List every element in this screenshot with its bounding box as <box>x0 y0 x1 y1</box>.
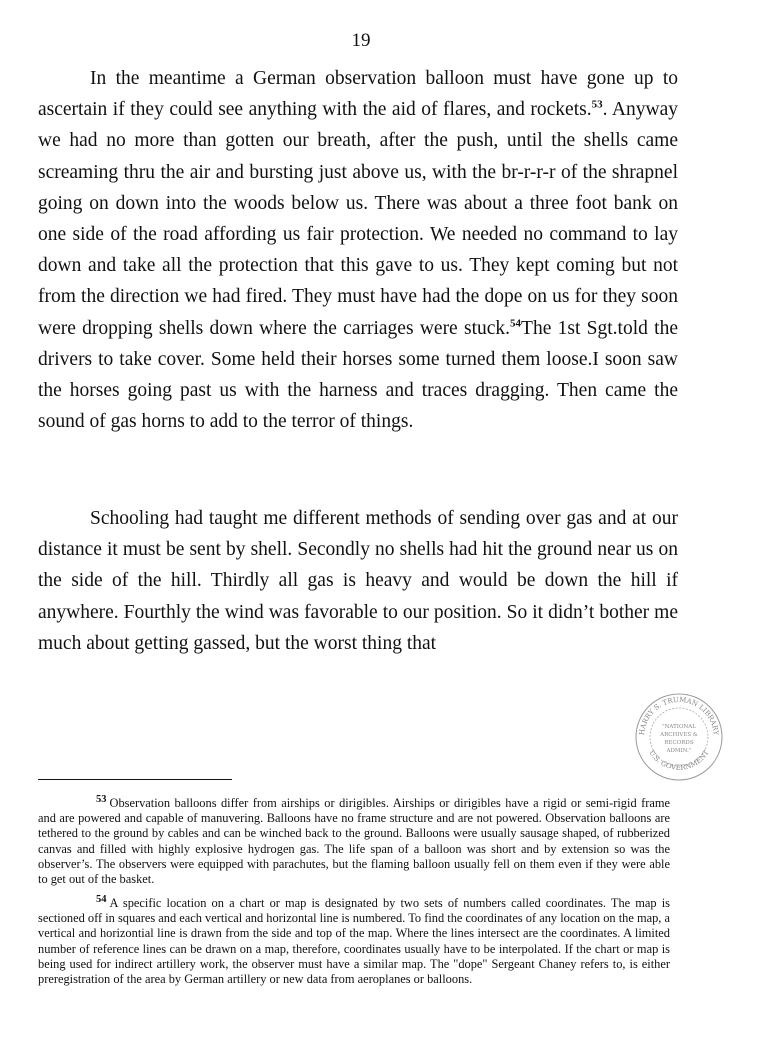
library-seal-icon <box>632 690 726 784</box>
svg-text:HARRY S. TRUMAN LIBRARY: HARRY S. TRUMAN LIBRARY <box>637 695 721 736</box>
footnote-text: A specific location on a chart or map is designated by two sets of numbers called coordinates. The map is sectioned off in squares and each vertical and horizontal line is numbered. To find the coordinates of any location on the map, a vertical and horizontial line is drawn from the side and top of the map. Where the lines intersect are the coordinates. A limited number of reference lines can be drawn on a map, therefore, coordinates usually have to be interpolated. If the chart or map is being used for indirect artillery work, the observer must have a similar map. The "dope" Sergeant Chaney refers to, is either preregistration of the area by German artillery or new data from aeroplanes or balloons. <box>38 896 670 987</box>
page-number: 19 <box>351 30 371 51</box>
footnote-mark: 53 <box>96 794 107 805</box>
paragraph-1-part-c: The 1st Sgt.told the drivers to take cover. Some held their horses some turned them loose.I soon saw the horses going past us with the harness and traces dragging. Then came the sound of gas horns to add to the terror of things. <box>38 317 678 433</box>
paragraph-1 <box>38 63 678 437</box>
footnote-54 <box>38 892 670 987</box>
svg-text:U.S. GOVERNMENT: U.S. GOVERNMENT <box>647 748 711 772</box>
footnote-text: Observation balloons differ from airships or dirigibles. Airships or dirigibles have a rigid or semi-rigid frame and are powered and capable of manuvering. Balloons have no frame structure and are not powered. Observation balloons are tethered to the ground by cables and can be winched back to the ground. Balloons were usually sausage shaped, of rubberized canvas and filled with highly explosive hydrogen gas. The life span of a balloon was short and by extension so was the observer’s. The observers were equipped with parachutes, but the flaming balloon usually fell on them even if they were able to get out of the basket. <box>38 796 670 887</box>
paragraph-1-part-b: . Anyway we had no more than gotten our breath, after the push, until the shells came screaming thru the air and bursting just above us, with the br-r-r-r of the shrapnel going on down into the woods below us. There was about a three foot bank on one side of the road affording us fair protection. We needed no command to lay down and take all the protection that this gave to us. They kept coming but not from the direction we had fired. They must have had the dope on us for they soon were dropping shells down where the carriages were stuck. <box>38 99 679 339</box>
paragraph-2-text: Schooling had taught me different methods of sending over gas and at our distance it must be sent by shell. Secondly no shells had hit the ground near us on the side of the hill. Thirdly all gas is heavy and would be down the hill if anywhere. Fourthly the wind was favorable to our position. So it didn’t bother me much about getting gassed, but the worst thing that <box>38 508 678 654</box>
footnote-divider <box>38 779 232 780</box>
paragraph-1-part-a: In the meantime a German observation balloon must have gone up to ascertain if they could see anything with the aid of flares, and rockets. <box>38 68 678 121</box>
svg-text:ADMIN.": ADMIN." <box>666 748 692 754</box>
svg-text:ARCHIVES &: ARCHIVES & <box>660 732 698 738</box>
paragraph-2 <box>38 503 678 659</box>
footnote-mark: 54 <box>96 894 107 905</box>
svg-text:"NATIONAL: "NATIONAL <box>662 724 696 730</box>
footnote-53 <box>38 792 670 887</box>
footnote-ref-54: 54 <box>510 317 522 330</box>
svg-text:RECORDS: RECORDS <box>664 740 694 746</box>
footnote-ref-53: 53 <box>591 98 603 111</box>
